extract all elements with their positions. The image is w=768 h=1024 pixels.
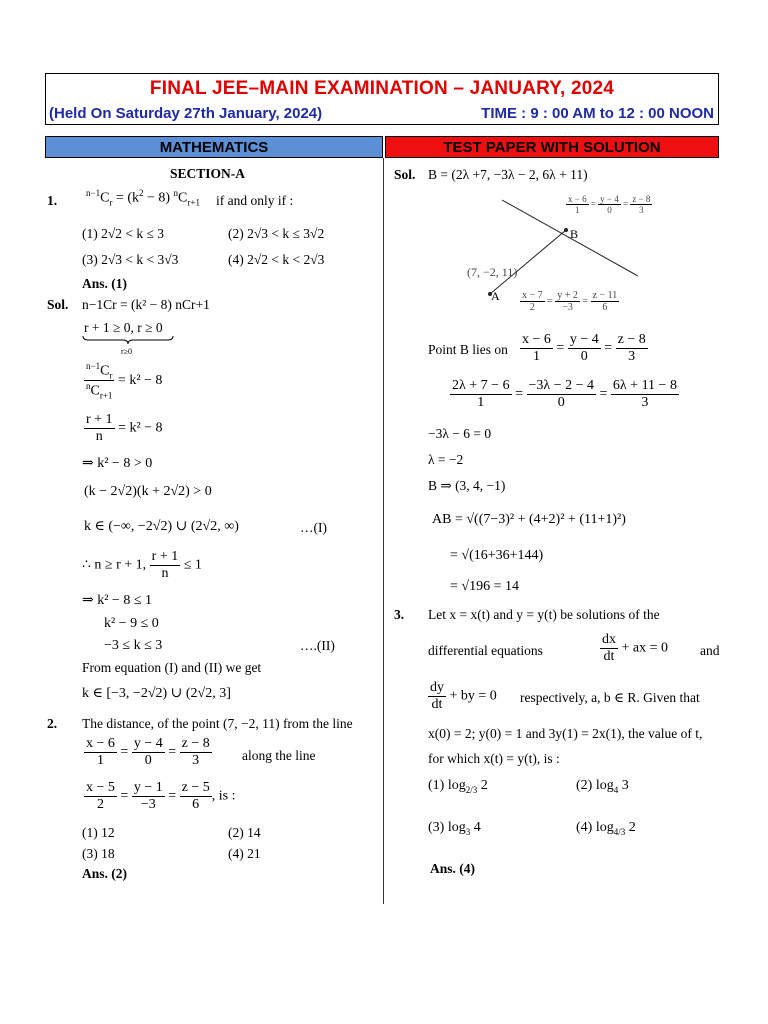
q1-answer: Ans. (1)	[82, 276, 128, 291]
fig-point-a: A	[491, 289, 500, 303]
fig-point-b: B	[570, 227, 579, 241]
sol1-line-10: ⇒ k² − 8 ≤ 1	[82, 593, 153, 608]
q2-line-1: $\frac{x - 6}{1}$ = $\frac{y - 4}{0}$ = $\frac{z - 8}{3}$	[86, 736, 210, 768]
q2-option-4: (4) 21	[228, 846, 261, 861]
sol1-tag-2: ….(II)	[300, 638, 335, 653]
q3-line-3: respectively, a, b ∈ R. Given that	[520, 690, 700, 705]
q2-along: along the line	[242, 748, 316, 763]
ab-distance-2: = √(16+36+144)	[450, 548, 544, 563]
sol1-line-2: r + 1 ≥ 0, r ≥ 0	[84, 320, 163, 335]
sol1-label: Sol.	[47, 297, 69, 312]
q3-line-2b: and	[700, 643, 720, 658]
q1-number: 1.	[47, 193, 58, 208]
q2-text: The distance, of the point (7, −2, 11) from the line	[82, 716, 353, 731]
substitution-eq: $\frac{2\lambda + 7 - 6}{1}$ = $\frac{-3\lambda - 2 - 4}{0}$ = $\frac{6\lambda + 11 - 8}{3}$	[452, 378, 677, 410]
q2-option-3: (3) 18	[82, 846, 115, 861]
point-b-lies: Point B lies on	[428, 342, 508, 357]
sol1-line-12: −3 ≤ k ≤ 3	[104, 638, 163, 653]
q3-dy-eq: $\frac{dy}{dt}$ + by = 0	[430, 680, 497, 712]
sol2-label: Sol.	[394, 167, 416, 182]
sol1-ratio-fraction: $\frac{^{n-1}C_r}{^nC_{r+1}}$ = k² − 8	[86, 361, 163, 401]
sol1-line-13: From equation (I) and (II) we get	[82, 660, 262, 675]
sol1-line-11: k² − 9 ≤ 0	[104, 616, 159, 631]
q3-option-1: (1) $\log_{2/3} 2$	[428, 778, 488, 795]
subject-label: MATHEMATICS	[45, 136, 383, 158]
eq-point-b: B ⇒ (3, 4, −1)	[428, 478, 506, 493]
eq-lambda-2: λ = −2	[428, 452, 464, 467]
exam-header	[45, 73, 719, 125]
q1-option-1: (1) 2√2 < k ≤ 3	[82, 226, 165, 241]
q1-option-4: (4) 2√2 < k < 2√3	[228, 252, 325, 267]
sol1-r-over-n: $\frac{r + 1}{n}$ = k² − 8	[86, 412, 163, 444]
q2-number: 2.	[47, 716, 58, 731]
fig-line-1: $\frac{x - 6}{1}$ = $\frac{y - 4}{0}$ = $\frac{z - 8}{3}$	[568, 194, 651, 215]
q1-option-2: (2) 2√3 < k ≤ 3√2	[228, 226, 325, 241]
ab-distance-1: AB = √((7−3)² + (4+2)² + (11+1)²)	[432, 512, 626, 527]
sol1-line-7: (k − 2√2)(k + 2√2) > 0	[84, 484, 212, 499]
exam-time: TIME : 9 : 00 AM to 12 : 00 NOON	[481, 105, 714, 122]
q3-line-5: for which x(t) = y(t), is :	[428, 751, 560, 766]
q3-option-2: (2) $\log_4 3$	[576, 778, 629, 795]
q2-option-1: (1) 12	[82, 825, 115, 840]
ab-distance-3: = √196 = 14	[450, 579, 519, 594]
point-b-line-eq: $\frac{x - 6}{1}$ = $\frac{y - 4}{0}$ = $\frac{z - 8}{3}$	[522, 332, 646, 364]
section-heading: SECTION-A	[170, 166, 246, 181]
q3-answer: Ans. (4)	[430, 861, 476, 876]
sol1-line-8: k ∈ (−∞, −2√2) ∪ (2√2, ∞)	[84, 519, 239, 534]
q3-dx-eq: $\frac{dx}{dt}$ + ax = 0	[602, 632, 669, 664]
q3-line-2a: differential equations	[428, 643, 543, 658]
exam-title: FINAL JEE–MAIN EXAMINATION – JANUARY, 2024	[149, 78, 615, 99]
fig-line-2: $\frac{x - 7}{2}$ = $\frac{y + 2}{-3}$ = $\frac{z - 11}{6}$	[522, 290, 618, 313]
q3-option-4: (4) $\log_{4/3} 2$	[576, 820, 636, 837]
column-divider	[383, 158, 384, 904]
sol1-tag-1: …(I)	[300, 520, 327, 535]
q3-line-4: x(0) = 2; y(0) = 1 and 3y(1) = 2x(1), the value of t,	[428, 726, 703, 741]
sol1-line-1: n−1Cr = (k² − 8) nCr+1	[82, 297, 210, 312]
sol2-b-line: B = (2λ +7, −3λ − 2, 6λ + 11)	[428, 167, 588, 182]
sol1-line-14: k ∈ [−3, −2√2) ∪ (2√2, 3]	[82, 686, 231, 701]
sol1-brace-note: r≥0	[121, 347, 133, 356]
q3-line-1: Let x = x(t) and y = y(t) be solutions of the	[428, 607, 660, 622]
q3-number: 3.	[394, 607, 405, 622]
q2-line-2: $\frac{x - 5}{2}$ = $\frac{y - 1}{-3}$ = $\frac{z - 5}{6}$ , is :	[86, 780, 236, 812]
sol1-line-6: ⇒ k² − 8 > 0	[82, 456, 153, 471]
eq-lambda-1: −3λ − 6 = 0	[428, 426, 492, 441]
q2-answer: Ans. (2)	[82, 866, 128, 881]
fig-coords: (7, −2, 11)	[467, 265, 518, 279]
held-on-date: (Held On Saturday 27th January, 2024)	[49, 105, 323, 122]
q1-option-3: (3) 2√3 < k < 3√3	[82, 252, 179, 267]
q2-option-2: (2) 14	[228, 825, 261, 840]
sol1-line-9: ∴ n ≥ r + 1, $\frac{r + 1}{n}$ ≤ 1	[82, 549, 202, 581]
q1-tail: if and only if :	[216, 193, 294, 208]
q3-option-3: (3) $\log_3 4$	[428, 820, 481, 837]
q1-expression: $^{n-1}C_r = (k^2 - 8)$ $^nC_{r+1}$	[86, 188, 200, 208]
paper-type-label: TEST PAPER WITH SOLUTION	[385, 136, 719, 158]
